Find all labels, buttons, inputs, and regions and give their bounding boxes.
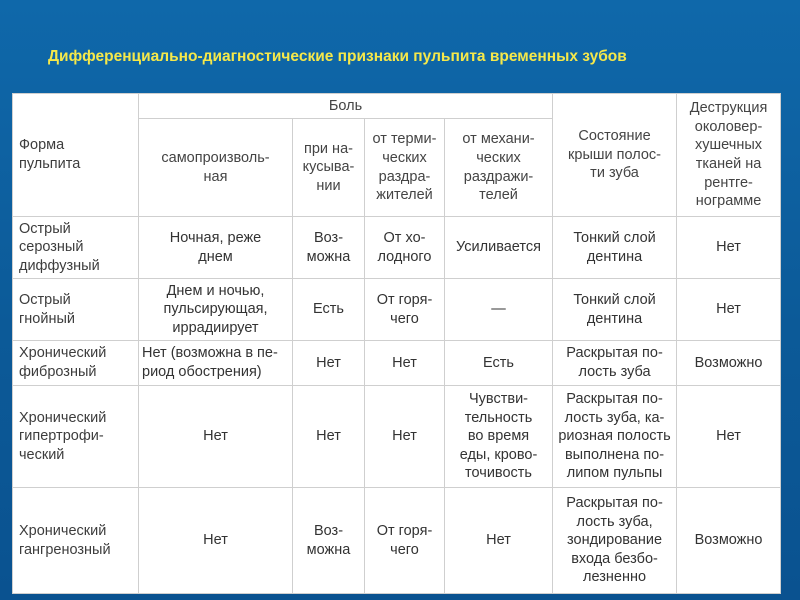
- pulpitis-table: [12, 93, 781, 594]
- header-destruction: Деструкция околовер- хушечных тканей на рентге- нограмме: [677, 94, 781, 217]
- table-row: [13, 386, 781, 488]
- pulpitis-table-container: [12, 93, 780, 593]
- cell-biting: Нет: [293, 386, 365, 488]
- header-row-1: [13, 94, 781, 119]
- cell-spontaneous: Нет: [139, 386, 293, 488]
- cell-destruction: Нет: [677, 279, 781, 341]
- cell-spontaneous: Днем и ночью, пульсирующая, иррадиирует: [139, 279, 293, 341]
- table-row: [13, 279, 781, 341]
- header-form: Форма пульпита: [13, 94, 139, 217]
- cell-biting: Есть: [293, 279, 365, 341]
- cell-thermal: Нет: [365, 386, 445, 488]
- cell-destruction: Возможно: [677, 341, 781, 386]
- cell-thermal: От горя- чего: [365, 279, 445, 341]
- cell-spontaneous: Ночная, реже днем: [139, 217, 293, 279]
- header-pain-mechanical: от механи- ческих раздражи- телей: [445, 119, 553, 217]
- row-form: Острый серозный диффузный: [13, 217, 139, 279]
- slide-title: Дифференциально-диагностические признаки пульпита временных зубов: [48, 48, 627, 65]
- row-form: Хронический фиброзный: [13, 341, 139, 386]
- cell-mechanical: Нет: [445, 488, 553, 594]
- cell-roof: Раскрытая по- лость зуба: [553, 341, 677, 386]
- cell-biting: Воз- можна: [293, 488, 365, 594]
- header-pain-spontaneous: самопроизволь- ная: [139, 119, 293, 217]
- cell-biting: Воз- можна: [293, 217, 365, 279]
- cell-mechanical: —: [445, 279, 553, 341]
- row-form: Острый гнойный: [13, 279, 139, 341]
- cell-thermal: Нет: [365, 341, 445, 386]
- cell-destruction: Нет: [677, 217, 781, 279]
- cell-mechanical: Чувстви- тельность во время еды, крово- точивость: [445, 386, 553, 488]
- cell-roof: Раскрытая по- лость зуба, зондирование входа безбо- лезненно: [553, 488, 677, 594]
- cell-roof: Тонкий слой дентина: [553, 279, 677, 341]
- table-row: [13, 217, 781, 279]
- header-pain-thermal: от терми- ческих раздра- жителей: [365, 119, 445, 217]
- cell-roof: Тонкий слой дентина: [553, 217, 677, 279]
- cell-thermal: От хо- лодного: [365, 217, 445, 279]
- header-roof: Состояние крыши полос- ти зуба: [553, 94, 677, 217]
- cell-spontaneous: Нет: [139, 488, 293, 594]
- row-form: Хронический гипертрофи- ческий: [13, 386, 139, 488]
- cell-thermal: От горя- чего: [365, 488, 445, 594]
- row-form: Хронический гангренозный: [13, 488, 139, 594]
- cell-roof: Раскрытая по- лость зуба, ка- риозная полость выполнена по- липом пульпы: [553, 386, 677, 488]
- table-row: [13, 488, 781, 594]
- header-pain: Боль: [139, 94, 553, 119]
- cell-spontaneous: Нет (возможна в пе- риод обострения): [139, 341, 293, 386]
- cell-destruction: Возможно: [677, 488, 781, 594]
- header-pain-biting: при на- кусыва- нии: [293, 119, 365, 217]
- cell-mechanical: Усиливается: [445, 217, 553, 279]
- cell-destruction: Нет: [677, 386, 781, 488]
- cell-mechanical: Есть: [445, 341, 553, 386]
- cell-biting: Нет: [293, 341, 365, 386]
- table-row: [13, 341, 781, 386]
